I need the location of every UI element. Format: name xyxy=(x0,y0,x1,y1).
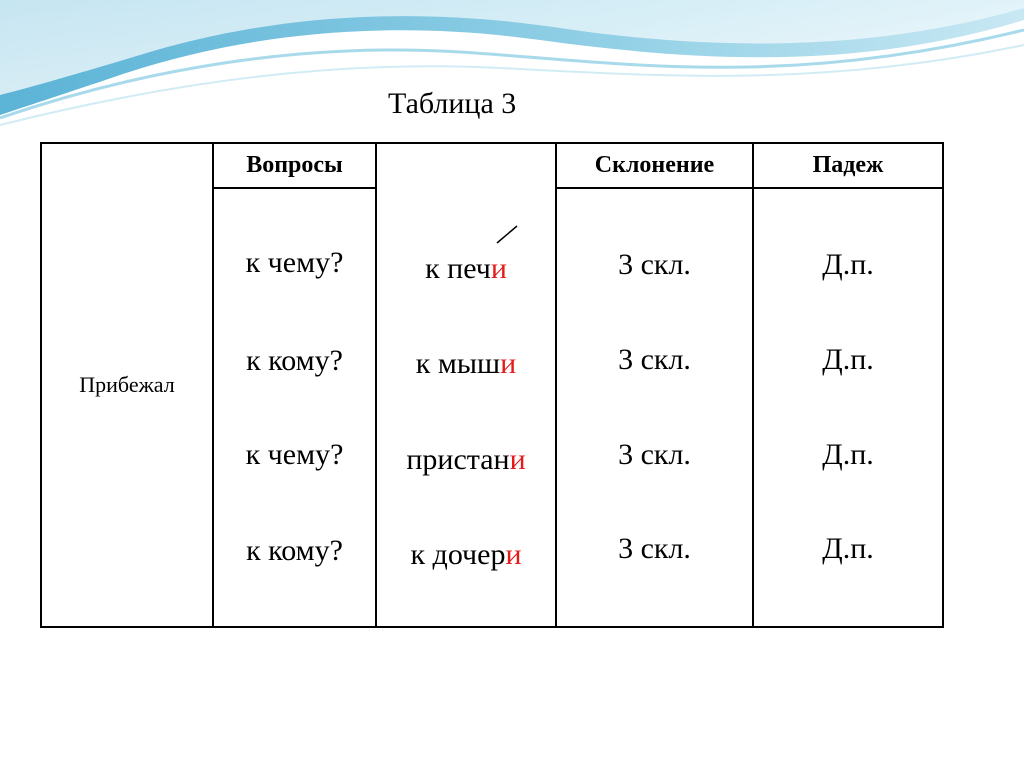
question-2: к кому? xyxy=(246,344,343,377)
questions-header: Вопросы xyxy=(213,143,376,188)
case-3: Д.п. xyxy=(822,438,874,471)
declension-table xyxy=(40,142,944,628)
word-4: к дочери xyxy=(410,538,522,571)
declension-2: 3 скл. xyxy=(618,343,691,376)
case-column xyxy=(753,188,943,627)
word-ending: и xyxy=(500,347,517,380)
stress-mark-icon xyxy=(495,224,519,244)
word-ending: и xyxy=(490,252,507,285)
question-1: к чему? xyxy=(245,246,344,279)
case-4: Д.п. xyxy=(822,532,874,565)
declension-1: 3 скл. xyxy=(618,248,691,281)
case-2: Д.п. xyxy=(822,343,874,376)
case-header: Падеж xyxy=(753,143,943,188)
table-title: Таблица 3 xyxy=(388,87,517,120)
word-ending: и xyxy=(509,443,526,476)
word-ending: и xyxy=(505,538,522,571)
declension-4: 3 скл. xyxy=(618,532,691,565)
declension-3: 3 скл. xyxy=(618,438,691,471)
verb-label: Прибежал xyxy=(79,372,175,397)
declension-header: Склонение xyxy=(556,143,753,188)
verb-cell xyxy=(41,143,213,627)
word-3: пристани xyxy=(406,443,526,476)
questions-column xyxy=(213,188,376,627)
word-1: к печи xyxy=(425,252,507,285)
case-1: Д.п. xyxy=(822,248,874,281)
declension-column xyxy=(556,188,753,627)
question-3: к чему? xyxy=(245,438,344,471)
word-2: к мыши xyxy=(415,347,517,380)
words-column xyxy=(376,143,556,627)
question-4: к кому? xyxy=(246,534,343,567)
